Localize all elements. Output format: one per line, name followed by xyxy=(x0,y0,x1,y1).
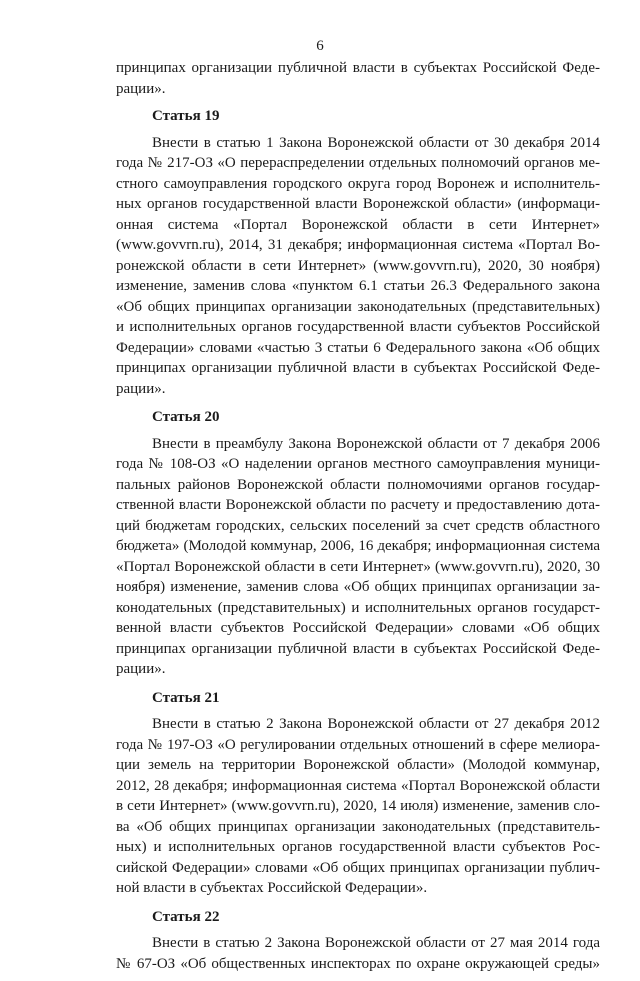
text-line: ронежской области в сети Интернет» (www.govvrn.ru), 2020, 30 ноября) xyxy=(116,257,600,274)
text-line: рации». xyxy=(116,661,166,677)
text-line: принципах организации публичной власти в субъектах Российской Феде- xyxy=(116,360,600,376)
text-line: рации». xyxy=(116,380,166,397)
article-heading: Статья 20 xyxy=(152,409,220,425)
article-section xyxy=(116,407,600,680)
text-line: Внести в преамбулу Закона Воронежской области от 7 декабря 2006 xyxy=(152,435,600,452)
page-number: 6 xyxy=(316,38,324,54)
text-line: изменение, заменив слова «пунктом 6.1 статьи 26.3 Федерального закона xyxy=(116,278,600,294)
text-line: ственной власти Воронежской области по расчету и предоставлению дота- xyxy=(116,497,600,513)
text-line: ций бюджетам городских, сельских поселений за счет средств областного xyxy=(116,517,600,534)
text-line: ных) и исполнительных органов государственной власти субъектов Рос- xyxy=(116,839,600,855)
text-line: ноября) изменение, заменив слова «Об общих принципах организации за- xyxy=(116,579,600,595)
text-line: Внести в статью 2 Закона Воронежской области от 27 декабря 2012 xyxy=(152,716,600,732)
text-line: года № 108-ОЗ «О наделении органов местного самоуправления муници- xyxy=(116,456,600,472)
text-line: Внести в статью 1 Закона Воронежской области от 30 декабря 2014 xyxy=(152,134,600,151)
text-line: конодательных (представительных) и исполнительных органов государст- xyxy=(116,599,600,616)
text-line: венной власти субъектов Российской Федерации» словами «Об общих xyxy=(116,620,600,636)
text-line: ных органов государственной власти Воронежской области» (информаци- xyxy=(116,196,600,212)
article-heading: Статья 21 xyxy=(152,689,220,706)
article-heading: Статья 22 xyxy=(152,908,220,925)
text-line: принципах организации публичной власти в субъектах Российской Феде- xyxy=(116,640,600,657)
text-line: сийской Федерации» словами «Об общих принципах организации публич- xyxy=(116,859,600,876)
text-line: «Портал Воронежской области в сети Интернет» (www.govvrn.ru), 2020, 30 xyxy=(116,558,600,575)
text-line: года № 217-ОЗ «О перераспределении отдельных полномочий органов ме- xyxy=(116,155,600,171)
text-line: ной власти в субъектах Российской Федерации». xyxy=(116,880,428,896)
text-line: и исполнительных органов государственной власти субъектов Российской xyxy=(116,319,600,335)
text-line: Внести в статью 2 Закона Воронежской области от 27 мая 2014 года xyxy=(152,935,600,951)
text-line: (www.govvrn.ru), 2014, 31 декабря; информационная система «Портал Во- xyxy=(116,237,600,253)
text-line: рации». xyxy=(116,80,166,97)
text-line: «Об общих принципах организации законодательных (представительных) xyxy=(116,298,600,315)
text-line: бюджета» (Молодой коммунар, 2006, 16 декабря; информационная система xyxy=(116,538,600,554)
text-line: № 67-ОЗ «Об общественных инспекторах по охране окружающей среды» xyxy=(116,955,600,972)
text-line: принципах организации публичной власти в субъектах Российской Феде- xyxy=(116,60,600,76)
text-line: ва «Об общих принципах организации законодательных (представитель- xyxy=(116,818,600,835)
text-line: стного самоуправления городского округа город Воронеж и исполнитель- xyxy=(116,175,600,192)
text-line: 2012, 28 декабря; информационная система «Портал Воронежской области xyxy=(116,777,600,794)
text-line: в сети Интернет» (www.govvrn.ru), 2020, 14 июля) изменение, заменив сло- xyxy=(116,798,600,814)
text-line: Федерации» словами «частью 3 статьи 6 Федерального закона «Об общих xyxy=(116,339,600,356)
article-section xyxy=(116,106,600,399)
text-line: ции земель на территории Воронежской области» (Молодой коммунар, xyxy=(116,757,600,773)
article-section xyxy=(116,907,600,975)
text-line: года № 197-ОЗ «О регулировании отдельных отношений в сфере мелиора- xyxy=(116,736,600,753)
text-line: онная система «Портал Воронежской области в сети Интернет» xyxy=(116,216,600,233)
articles-list xyxy=(116,106,600,974)
intro-paragraph xyxy=(116,58,600,99)
document-body xyxy=(116,58,600,981)
article-heading: Статья 19 xyxy=(152,108,220,124)
article-section xyxy=(116,688,600,899)
text-line: пальных районов Воронежской области полномочиями органов государ- xyxy=(116,476,600,493)
